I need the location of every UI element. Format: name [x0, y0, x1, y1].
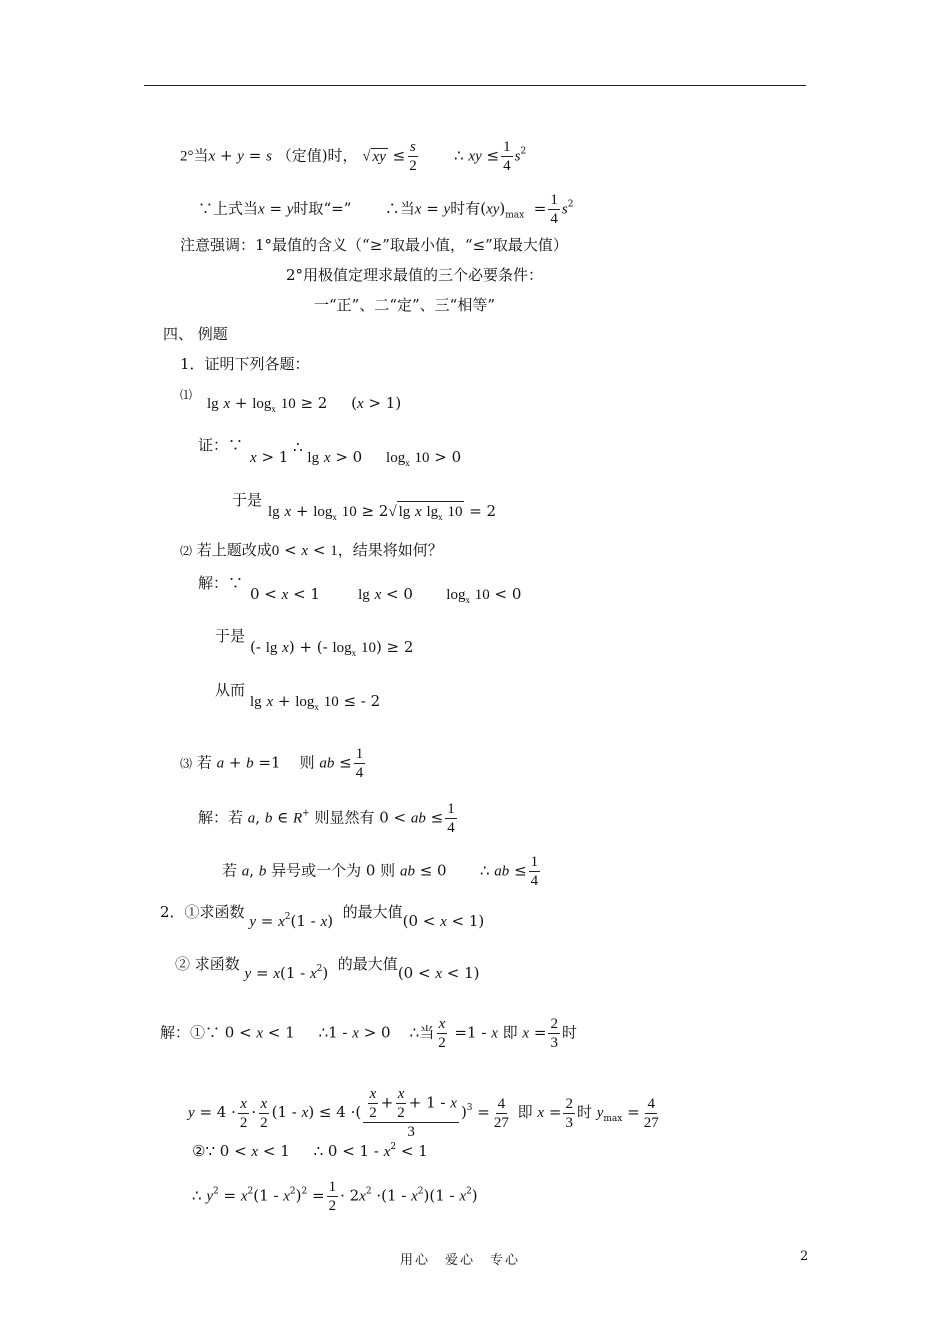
- text-line-12-math: 0 < x < 1 lg x < 0 $\log_x 10 < 0$: [250, 585, 522, 605]
- section-heading-examples: 四、 例题: [163, 325, 228, 343]
- page-footer: 用心 爱心 专心: [400, 1253, 521, 1268]
- text-line-10: 于是: [232, 491, 263, 509]
- text-line-8-math: $\lg x + \log_x 10 \ge 2$ (x > 1): [207, 394, 402, 414]
- text-line-9: 证：∵: [198, 436, 244, 454]
- text-line-3: 注意强调：1°最值的含义（“≥”取最小值，“≤”取最大值）: [180, 236, 568, 254]
- text-line-11: ⑵ 若上题改成0 < x < 1，结果将如何？: [180, 541, 443, 559]
- text-line-21: y = 4 · $\frac{x}{2}$ · $\frac{x}{2}$ (1 - x) ≤ 4 ·( $\frac{x}{2}$ + $\frac{x}{2}$ + 1 - x 3 )$^3$ = $\frac{4}{27}$ 即 x = $\frac{2}{3}$ 时 $y_{max}$ = $\frac{4}{27}$: [188, 1086, 659, 1140]
- text-line-16: 解：若 a, b ∈ R+ 则显然有 0 < ab ≤ $\frac{1}{4}$: [198, 801, 455, 836]
- text-line-20: 解：①∵ 0 < x < 1 ∴1 - x > 0 ∴当 $\frac{x}{2}$ =1 - x 即 x = $\frac{2}{3}$ 时: [160, 1016, 577, 1051]
- text-line-22: ②∵ 0 < x < 1 ∴ $0 < 1 - x^2 < 1$: [192, 1142, 428, 1160]
- text-line-15: ⑶ 若 a + b =1 则 ab ≤ $\frac{1}{4}$: [180, 746, 364, 781]
- text-line-19: ② 求函数 $y = x(1 - x^2)$ 的最大值(0 < x < 1): [175, 955, 480, 982]
- text-line-14-math: $\lg x + \log_x 10$ ≤ - 2: [250, 692, 381, 712]
- text-line-1: 2°当x + y = s （定值)时， √ xy ≤ $\frac{s}{2}$ ∴ xy ≤ $\frac{1}{4}$ $s^2$: [180, 139, 527, 174]
- page-number: 2: [800, 1249, 809, 1264]
- text-line-4: 2°用极值定理求最值的三个必要条件：: [286, 266, 544, 284]
- text-line-5: 一“正”、二“定”、三“相等”: [314, 296, 496, 314]
- text-line-18: 2．①求函数 $y = x^2(1 - x)$ 的最大值(0 < x < 1): [160, 903, 485, 930]
- text-line-17: 若 a, b 异号或一个为 0 则 ab ≤ 0 ∴ ab ≤ $\frac{1}{4}$: [222, 854, 539, 889]
- text-line-9-math: x > 1 ∴ lg x > 0 $\log_x 10 > 0$: [250, 438, 462, 468]
- text-line-10-math: $\lg x + \log_x 10 \ge 2√$ lg x $\lg_x 10 = 2$: [268, 502, 497, 522]
- text-line-8: ⑴: [180, 388, 193, 402]
- text-line-7: 1．证明下列各题：: [180, 355, 310, 373]
- text-line-14: 从而: [215, 681, 246, 699]
- text-line-13-math: (- lg x) + (- $\log_x 10) \ge 2$: [250, 638, 414, 658]
- text-line-13: 于是: [215, 627, 246, 645]
- header-rule: [144, 85, 806, 86]
- text-line-23: ∴ $y^2 = x^2(1 - x^2)^2$ = $\frac{1}{2}$ · $2x^2 \cdot(1 - x^2)(1 - x^2)$: [192, 1179, 478, 1214]
- text-line-2: ∵上式当x = y时取“=” ∴当x = y时有$(xy)_{max}$ = $\frac{1}{4}$ $s^2$: [198, 192, 574, 227]
- text-line-12: 解：∵: [198, 574, 244, 592]
